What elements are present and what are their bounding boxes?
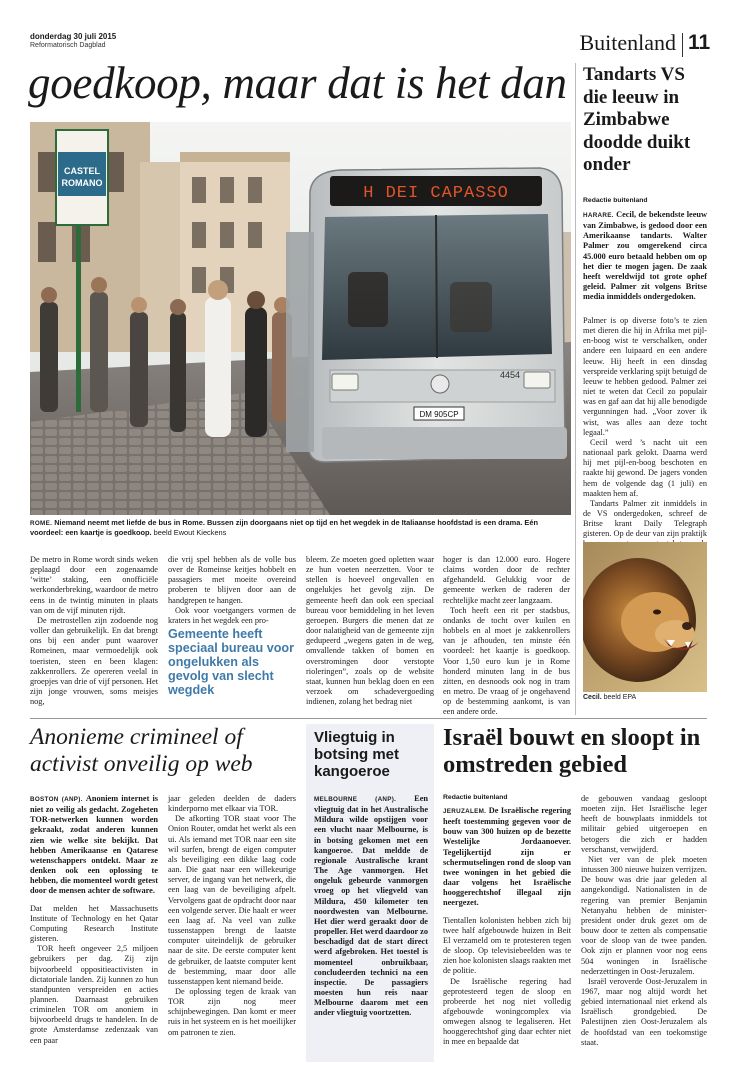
side-story-dateline: HARARE.	[583, 212, 614, 219]
stop-sign-line-1: CASTEL	[64, 166, 100, 176]
paragraph: jaar geleden deelden de daders kinderporno met elkaar via TOR.	[168, 794, 296, 814]
paragraph: Tandarts Palmer zit inmiddels in de VS ondergedoken, schreef de Britse krant Daily Telegraph gisteren. Op de deur van zijn praktijk	[583, 498, 707, 539]
paragraph: Niet ver van de plek moeten intussen 300 nieuwe huizen verrijzen. De bouw was drie jaar geleden al aangekondigd. Nationalisten in de regering van premier Benjamin Netanyahu hebben de minister-president onder druk gezet om de bouw door te zetten als compensatie voor de sloop van de twee panden. Ook zijn er plannen voor nog eens 504 woningen in Israëlische nederzettingen in Oost-Jeruzalem.	[581, 854, 707, 976]
top-story-headline: goedkoop, maar dat is het dan	[28, 58, 567, 108]
plane-story-headline: Vliegtuig in botsing met kangoeroe	[314, 729, 399, 780]
section-title: Buitenland	[579, 30, 676, 55]
headlight-right	[524, 372, 550, 388]
plane-dateline: MELBOURNE (ANP).	[314, 796, 397, 803]
paragraph: Israël veroverde Oost-Jeruzalem in 1967, maar nog altijd wordt het gebied internationaal niet erkend als Israëlisch grondgebied. De Palestijnen zien Oost-Jeruzalem als de hoofdstad van een toekomstige staat.	[581, 976, 707, 1047]
plane-story-body	[314, 794, 428, 1018]
section-divider	[682, 33, 683, 57]
paragraph: bleem. Ze moeten goed opletten waar ze hun voeten neerzetten. Voor te stellen is hoeveel ongevallen en ongelukjes het gevolg zijn. De gemeente heeft dan ook een speciaal bureau voor bemiddeling in het leven geroepen. Burgers die menen dat ze door nalatigheid van de gemeente zijn gedupeerd „wegens gaten in de weg, omvallende takken of bomen en overstromingen door verstopte rioleringen”, zoals op de website staat, kunnen hun beklag doen en een verzoek om schadevergoeding indienen, zolang het bedrag niet	[306, 555, 434, 707]
paragraph: Tientallen kolonisten hebben zich bij twee half afgebouwde huizen in Beit El verzameld om te protesteren tegen de sloop. Op televisiebeelden was te zien hoe kolonisten slaags raakten met de politie.	[443, 915, 571, 976]
paragraph: Dat melden het Massachusetts Institute of Technology en het Qatar Computing Research Institute gisteren.	[30, 903, 158, 944]
paragraph: De oplossing tegen de kraak van TOR zijn nog meer schijnbewegingen. Dan komt er meer ruis in het systeem en is het moeilijker om patronen te zien.	[168, 986, 296, 1037]
destination-text: H DEI CAPASSO	[363, 184, 509, 203]
fleet-number: 4454	[500, 370, 521, 380]
page-number: 11	[688, 31, 711, 54]
masthead-paper: Reformatorisch Dagblad	[30, 42, 106, 49]
section-divider-horizontal	[30, 718, 707, 719]
side-story-byline: Redactie buitenland	[583, 197, 648, 204]
israel-story-headline: Israël bouwt en sloopt in omstreden gebied	[443, 724, 701, 778]
lion-photo	[583, 542, 707, 692]
headlight-left	[332, 374, 358, 390]
lion-caption	[583, 694, 636, 701]
side-story-lead-text: Cecil, de bekendste leeuw van Zimbabwe, is gedood door een Amerikaanse tandarts. Walter Palmer zou omgerekend circa 45.000 euro betaald hebben om op het dier te mogen jagen. De zaak heeft wereldwijd tot grote ophef geleid. Palmer zit volgens Britse media inmiddels ondergedoken.	[583, 210, 707, 302]
caption-credit: beeld Ewout Kieckens	[153, 528, 227, 538]
paragraph: De metrostellen zijn zodoende nog voller dan gebruikelijk. En dat brengt ons bij een ander punt waarover Romeinen, maar vermoedelijk ook toeristen, steen en been klagen: zakkenrollers. Ze opereren veelal in groepjes van drie of vijf personen. Het zijn jonge vrouwen, soms meisjes nog,	[30, 615, 158, 707]
bus	[286, 168, 567, 462]
tor-lead: Anoniem internet is niet zo veilig als gedacht. Zogeheten TOR-netwerken kunnen worden gekraakt, zodat anderen kunnen zien wie welke site bekijkt. Dat hebben Amerikaanse en Qatarese wetenschappers ontdekt. Maar ze denken ook een oplossing te hebben, die momenteel wordt getest door de mensen achter de software.	[30, 794, 158, 896]
lion-nose	[682, 622, 692, 630]
license-plate-text: DM 905CP	[419, 410, 459, 419]
plane-lead: Een vliegtuig dat in het Australische Mildura wilde opstijgen voor een vlucht naar Melbourne, is in botsing gekomen met een kangoeroe. Dat meldde de regionale Australische krant The Age vanmorgen. Het ongeluk gebeurde vanmorgen vroeg op het vliegveld van Mildura, 450 kilometer ten noordwesten van Melbourne. Het dier werd geraakt door de propeller. Het werd daardoor zo beschadigd dat de start direct werd afgebroken. Het toestel is momenteel onbruikbaar, concludeerden technici na een inspectie. De passagiers moesten hun reis naar Melbourne daarom met een ander vliegtuig voortzetten.	[314, 794, 428, 1018]
israel-dateline: JERUZALEM.	[443, 808, 487, 815]
lion-eye	[653, 610, 661, 615]
paragraph: hoger is dan 12.000 euro. Hogere claims worden door de rechter afgehandeld. Gelukkig voor de gemeente werken de raderen der rechtelijke macht zeer langzaam.	[443, 555, 570, 605]
paragraph: Toch heeft een rit per stadsbus, ondanks de tocht over kuilen en hobbels en al moet je zakkenrollers van je afhouden, ten minste één voordeel: het kaartje is goedkoop. Voor 1,50 euro kun je in Rome honderd minuten lang in de bus zitten, en desnoods ook nog in tram en metro. De vraag of je ongehavend op de bestemming aankomt, is van een andere orde.	[443, 605, 570, 717]
tor-story-col-2	[168, 794, 296, 1038]
lion-caption-name: Cecil.	[583, 694, 602, 701]
top-story-col-3	[306, 555, 434, 707]
top-story-col-2	[168, 555, 296, 626]
paragraph: TOR heeft ongeveer 2,5 miljoen gebruikers per dag. Zij zijn bijvoorbeeld oppositieactivisten in dictatoriale landen. Zij kunnen zo hun standpunten verspreiden en acties plannen. Daarnaast gebruiken criminelen TOR om anoniem in bijvoorbeeld drugs te handelen. In de grote Amsterdamse zedenzaak van een paar	[30, 944, 158, 1045]
paragraph: Ook voor voetgangers vormen de kraters in het wegdek een pro-	[168, 605, 296, 625]
side-column-divider	[575, 63, 576, 715]
paragraph: die vrij spel hebben als de volle bus over de Romeinse keitjes hobbelt en passagiers met moeite overeind proberen te blijven door aan de handgrepen te hangen.	[168, 555, 296, 605]
paragraph: De afkorting TOR staat voor The Onion Router, omdat het werkt als een ui. Als iemand met TOR naar een site wil surfen, brengt de eigen computer als beveiliging een dikke laag code aan. Die gaat naar een willekeurige server, de ingang van het netwerk, die een laag van de beveiliging afpelt. Vervolgens gaat de opdracht door naar een volgende server. Die haalt er weer een laag af. Na veel van zulke tussenstappen brengt de laatste computer uiteindelijk de gebruiker naar de site. De eerste computer kent de gebruiker, de laatste computer kent de bestemming, maar door alle tussenstappen kent niemand beide.	[168, 814, 297, 986]
stop-sign-line-2: ROMANO	[61, 178, 103, 188]
masthead-date: donderdag 30 juli 2015	[30, 32, 117, 41]
tor-dateline: BOSTON (ANP).	[30, 796, 83, 803]
paragraph: De metro in Rome wordt sinds weken geplaagd door een zogenaamde ‘witte’ staking, een onofficiële werkonderbreking, waardoor de metro eens in de twintig minuten in plaats van om de vijf minuten rijdt.	[30, 555, 158, 615]
pullquote: Gemeente heeft speciaal bureau voor ongelukken als gevolg van slecht wegdek	[168, 627, 294, 697]
top-story-col-4	[443, 555, 570, 718]
israel-story-col-2	[581, 794, 707, 1048]
paragraph: De Israëlische regering had geprotesteerd tegen de sloop en probeerde het nog niet volledig afgebouwde woningcomplex via omwegen alsnog te legaliseren. Het hooggerechtshof ging daar echter niet in mee en bepaalde dat	[443, 976, 571, 1047]
top-story-col-1	[30, 555, 158, 707]
tor-story-headline: Anonieme crimineel of activist onveilig op web	[30, 724, 253, 777]
tor-story-col-1	[30, 794, 158, 1046]
paragraph: de gebouwen vandaag gesloopt moeten zijn. Het Israëlische leger heeft de bouwplaats inmiddels tot militair gebied uitgeroepen en betogers die zich er hadden verschanst, verwijderd.	[581, 794, 707, 854]
side-story-lead	[583, 210, 707, 302]
top-story-caption	[30, 518, 570, 538]
israel-story-byline: Redactie buitenland	[443, 794, 508, 801]
side-story-body	[583, 316, 707, 560]
paragraph: Palmer is op diverse foto’s te zien met dieren die hij in Afrika met pijl-en-boog wist te verschalken, onder andere een luipaard en een andere leeuw. Hij heeft in een dinsdag verspreide verklaring spijt betuigd de leeuw te hebben gedood. Palmer zei niet te weten dat Cecil zo populair was en gaf aan dat hij alle benodigde vergunningen had. „Voor zover ik wist, was alles aan deze tocht legaal.”	[583, 316, 707, 437]
caption-text: Niemand neemt met liefde de bus in Rome. Bussen zijn doorgaans niet op tijd en het wegdek in de Italiaanse hoofdstad is een drama. Eén voordeel: een kaartje is goedkoop.	[30, 518, 538, 538]
israel-lead: De Israëlische regering heeft toestemming gegeven voor de bouw van 300 huizen op de bezette Westelijke Jordaanoever. Tegelijkertijd zijn er schermutselingen rond de sloop van twee woningen in het gebied die daar volgens het Israëlische hooggerechtshof illegaal zijn neergezet.	[443, 806, 571, 908]
bus-logo	[431, 375, 449, 393]
paragraph: Cecil werd ’s nacht uit een nationaal park gelokt. Daarna werd hij met pijl-en-boog beschoten en raakte hij gewond. De jagers vonden hem de volgende dag (1 juli) en maakten hem af.	[583, 437, 707, 498]
bus-photo	[30, 122, 571, 515]
lion-caption-credit: beeld EPA	[603, 694, 637, 701]
israel-story-col-1	[443, 806, 571, 1048]
caption-place: ROME.	[30, 520, 53, 527]
side-story-headline: Tandarts VS die leeuw in Zimbabwe doodde duikt onder	[583, 64, 691, 175]
